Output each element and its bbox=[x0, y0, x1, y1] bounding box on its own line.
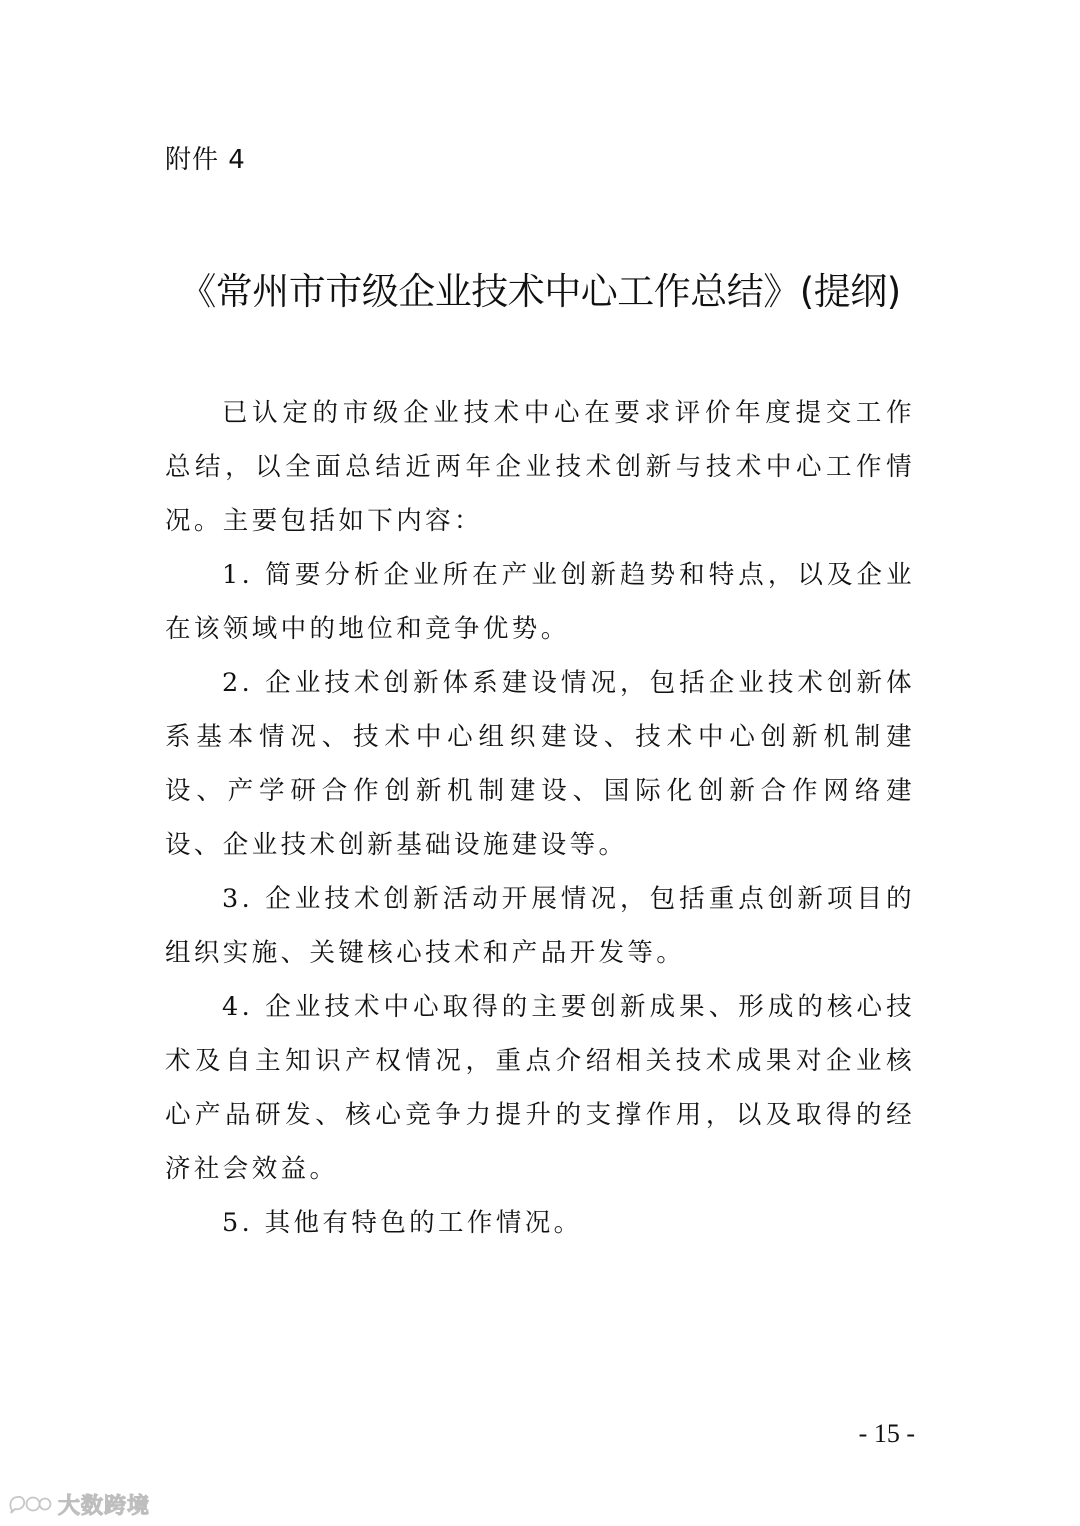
watermark bbox=[8, 1488, 150, 1520]
intro-paragraph: 已认定的市级企业技术中心在要求评价年度提交工作总结，以全面总结近两年企业技术创新与技术中心工作情况。主要包括如下内容： bbox=[165, 398, 915, 536]
page-number: - 15 - bbox=[858, 1419, 915, 1448]
list-item-4: 4. 企业技术中心取得的主要创新成果、形成的核心技术及自主知识产权情况，重点介绍相关技术成果对企业核心产品研发、核心竞争力提升的支撑作用，以及取得的经济社会效益。 bbox=[165, 992, 915, 1184]
document-title: 《常州市市级企业技术中心工作总结》(提纲) bbox=[179, 270, 901, 313]
document-body bbox=[165, 386, 915, 1250]
chat-bubbles-logo-icon bbox=[8, 1492, 52, 1516]
list-item-5: 5. 其他有特色的工作情况。 bbox=[222, 1208, 583, 1238]
list-item-1: 1. 简要分析企业所在产业创新趋势和特点，以及企业在该领域中的地位和竞争优势。 bbox=[165, 560, 915, 644]
list-item-3: 3. 企业技术创新活动开展情况，包括重点创新项目的组织实施、关键核心技术和产品开发等。 bbox=[165, 884, 915, 968]
watermark-text: 大数跨境 bbox=[58, 1493, 151, 1519]
attachment-label: 附件 4 bbox=[165, 145, 246, 175]
list-item-2: 2. 企业技术创新体系建设情况，包括企业技术创新体系基本情况、技术中心组织建设、技术中心创新机制建设、产学研合作创新机制建设、国际化创新合作网络建设、企业技术创新基础设施建设等。 bbox=[165, 668, 915, 860]
